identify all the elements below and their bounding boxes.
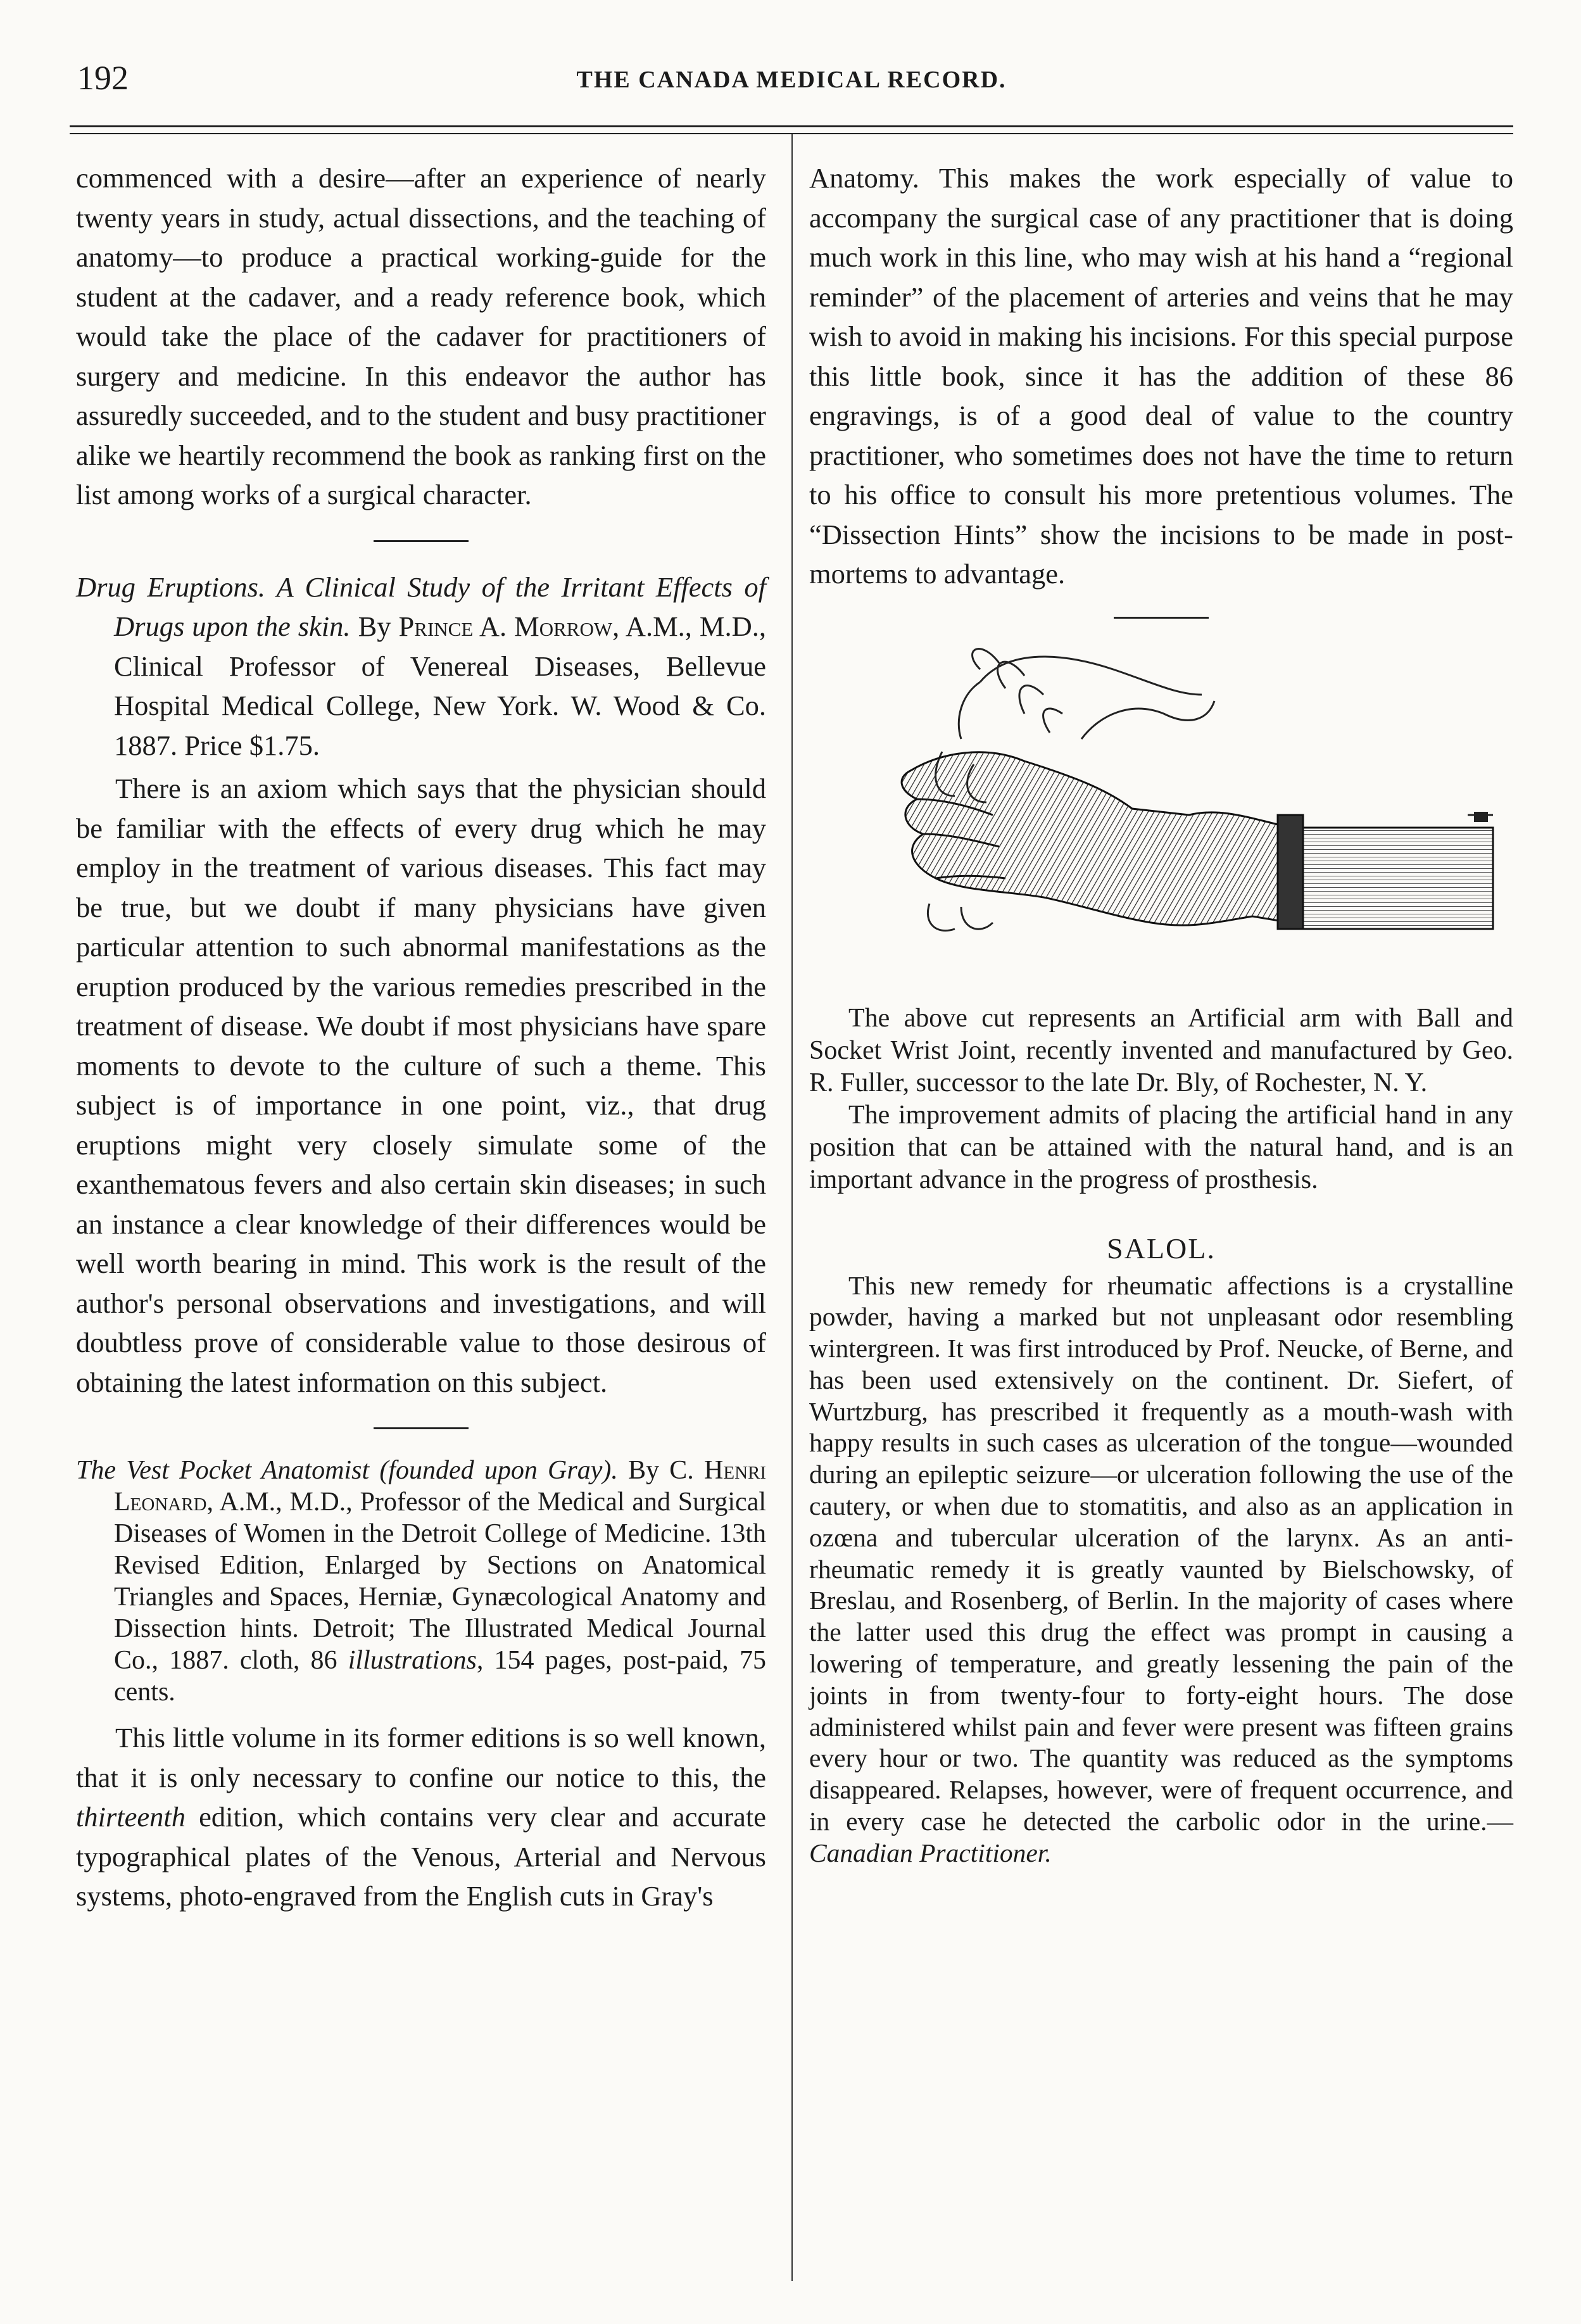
review-1-author: Prince A. Morrow [398,610,613,642]
section-rule-3 [1114,617,1209,619]
arm-and-hand [902,752,1493,930]
review-2-illustrations: illustrations [348,1646,477,1675]
left-column [76,158,766,1916]
artificial-arm-illustration [835,625,1506,980]
journal-title: THE CANADA MEDICAL RECORD. [576,66,1007,93]
continuation-paragraph: Anatomy. This makes the work especially of value to accompany the surgical case of any practitioner that is doing much work in this line, who may wish at his hand a “regional reminder” of the placement of arteries and veins that he may wish to avoid in making his incisions. For this special purpose this little book, since it has the addition of these 86 engravings, is of a good deal of value to the country practitioner, who sometimes does not have the time to return to his office to consult his more pretentious volumes. The “Dissection Hints” show the incisions to be made in post-mortems to advantage. [809,162,1513,590]
salol-paragraph [809,1270,1513,1869]
review-1-details: , A.M., M.D., Clinical Professor of Venereal Diseases, Bellevue Hospital Medical College, New York. W. Wood & Co. 1887. Price $1.75. [114,610,767,761]
review-2-details-2: , 154 pages, post-paid, 75 cents. [114,1646,766,1707]
review-2-body-end: edition, which contains very clear and accurate typographical plates of the Venous, Arterial and Nervous systems, photo-engraved from the English cuts in Gray's [76,1801,767,1912]
review-2-citation [76,1455,766,1708]
section-rule-2 [374,1427,469,1429]
review-1-title: Drug Eruptions. A Clinical Study of the Irritant Effects of Drugs upon the skin. [76,571,766,642]
right-column [809,158,1513,1869]
artificial-arm-engraving [835,625,1506,980]
intro-paragraph: commenced with a desire—after an experience of nearly twenty years in study, actual dissections, and the teaching of anatomy—to produce a practical working-guide for the student at the cadaver, and a ready reference book, which would take the place of the cadaver for practitioners of surgery and medicine. In this endeavor the author has assuredly succeeded, and to the student and busy practitioner alike we heartily recommend the book as ranking first on the list among works of a surgical character. [76,162,766,510]
review-1-body: There is an axiom which says that the physician should be familiar with the effects of every drug which he may employ in the treatment of various diseases. This fact may be true, but we doubt if many physicians have given particular attention to such abnormal manifestations as the eruption produced by the various remedies prescribed in the treatment of disease. We doubt if most physicians have spare moments to devote to the culture of such a theme. This subject is of importance in one point, viz., that drug eruptions might very closely simulate some of the exanthematous fevers and also certain skin diseases; in such an instance a clear knowledge of their differences would be well worth bearing in mind. This work is the result of the author's personal observations and investigations, and will doubtless prove of considerable value to those desirous of obtaining the latest information on this subject. [76,773,766,1398]
review-1-citation [76,567,766,766]
review-2-details-1: , A.M., M.D., Professor of the Medical and Surgical Diseases of Women in the Detroit College of Medicine. 13th Revised Edition, Enlarged by Sections on Anatomical Triangles and Spaces, Herniæ, Gynæcological Anatomy and Dissection hints. Detroit; The Illustrated Medical Journal Co., 1887. cloth, 86 [114,1487,766,1675]
review-2-author: C. Henri Leonard [114,1456,767,1517]
figure-caption-2: The improvement admits of placing the artificial hand in any position that can be attained with the natural hand, and is an important advance in the progress of prosthesis. [809,1100,1513,1194]
review-2-title: The Vest Pocket Anatomist (founded upon Gray). [76,1456,618,1485]
review-1-by: By [358,610,391,642]
figure-caption-1: The above cut represents an Artificial arm with Ball and Socket Wrist Joint, recently invented and manufactured by Geo. R. Fuller, successor to the late Dr. Bly, of Rochester, N. Y. [809,1003,1513,1097]
page-number: 192 [77,59,129,97]
salol-heading: SALOL. [1107,1232,1216,1265]
page-header [70,58,1513,109]
salol-source: Canadian Practitioner. [809,1838,1052,1867]
section-rule-1 [374,540,469,542]
review-2-body [76,1718,766,1916]
review-2-body-em: thirteenth [76,1801,186,1833]
header-rule-top [70,125,1513,127]
review-2-body-start: This little volume in its former editions is so well known, that it is only necessary to confine our notice to this, the [76,1722,766,1793]
review-2-by: By [628,1456,660,1485]
column-divider [791,134,793,2281]
salol-body: This new remedy for rheumatic affections is a crystalline powder, having a marked but not unpleasant odor resembling wintergreen. It was first introduced by Prof. Neucke, of Berne, and has been used extensively on the continent. Dr. Siefert, of Wurtzburg, has prescribed it frequently as a mouth-wash with happy results in such cases as ulceration of the tongue—wounded during an epileptic seizure—or ulceration following the use of the cautery, or when due to stomatitis, and also as an application in ozœna and tubercular ulceration of the larynx. As an anti-rheumatic remedy it is greatly vaunted by Bielschowsky, of Breslau, and Rosenberg, of Berlin. In the majority of cases where the latter used this drug the effect was prompt in causing a lowering of temperature, and greatly lessening the pain of the joints in from twenty-four to forty-eight hours. The dose administered whilst pain and fever were present was fifteen grains every hour or two. The quantity was reduced as the symptoms disappeared. Relapses, however, were of frequent occurrence, and in every case he detected the carbolic odor in the urine.— [809,1270,1513,1836]
